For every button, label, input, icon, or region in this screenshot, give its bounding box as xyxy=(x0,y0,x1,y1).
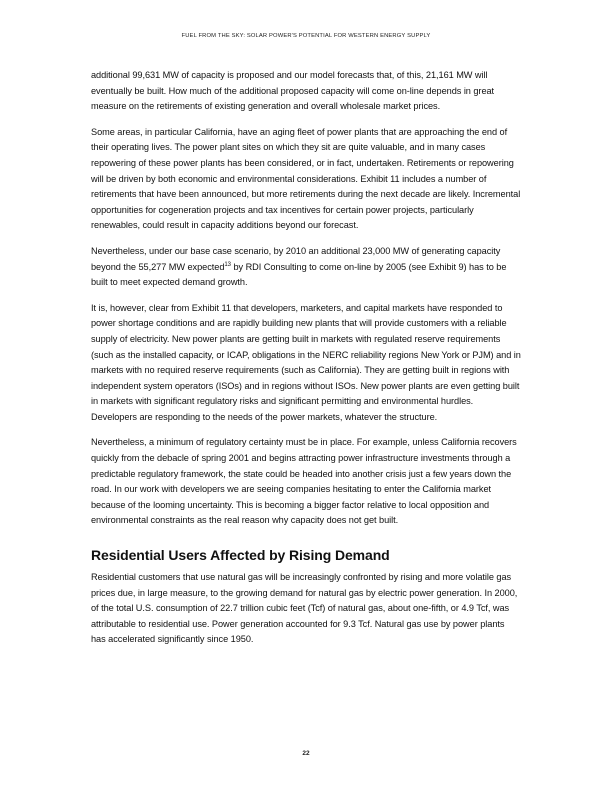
footnote-marker: 13 xyxy=(224,261,231,268)
paragraph-retirements: Some areas, in particular California, have an aging fleet of power plants that are approaching the end of their operating lives. The power plant sites on which they sit are quite valuable, and in many cases repowering of these power plants has been considered, or in fact, undertaken. Retirements or repowering will be driven by both economic and environmental considerations. Exhibit 11 includes a number of retirements that have been announced, but more retirements during the next decade are likely. Incremental opportunities for cogeneration projects and tax incentives for certain power projects, particularly renewables, could result in capacity additions beyond our forecast. xyxy=(91,126,521,231)
section-heading: Residential Users Affected by Rising Demand xyxy=(91,547,390,564)
paragraph-base-case-text-end: by RDI Consulting to come on-line by 2005 (see Exhibit 9) has to be built to meet expected demand growth. xyxy=(91,261,507,288)
paragraph-regulatory-certainty: Nevertheless, a minimum of regulatory certainty must be in place. For example, unless California recovers quickly from the debacle of spring 2001 and begins attracting power infrastructure investments through a predictable regulatory framework, the state could be headed into another crisis just a few years down the road. In our work with developers we are seeing companies hesitating to enter the California market because of the looming uncertainty. This is becoming a bigger factor relative to local opposition and environmental constraints as the real reason why capacity does not get built. xyxy=(91,437,517,526)
paragraph-capacity-forecast: additional 99,631 MW of capacity is proposed and our model forecasts that, of this, 21,161 MW will eventually be built. How much of the additional proposed capacity will come on-line depends in great measure on the retirements of existing generation and overall wholesale market prices. xyxy=(91,70,495,112)
paragraph-residential-users: Residential customers that use natural gas will be increasingly confronted by rising and more volatile gas prices due, in large measure, to the growing demand for natural gas by electric power generation. In 2000, of the total U.S. consumption of 22.7 trillion cubic feet (Tcf) of natural gas, about one-fifth, or 4.9 Tcf, was attributable to residential use. Power generation accounted for 9.3 Tcf. Natural gas use by power plants has accelerated significantly since 1950. xyxy=(91,572,518,645)
page-body xyxy=(91,68,521,658)
paragraph-base-case-text-start: Nevertheless, under our base case scenario, by 2010 an additional 23,000 MW of generating capacity beyond the 55,277 MW expected xyxy=(91,245,501,272)
paragraph-base-case xyxy=(91,244,521,291)
running-header: FUEL FROM THE SKY: SOLAR POWER'S POTENTIAL FOR WESTERN ENERGY SUPPLY xyxy=(181,33,431,39)
paragraph-new-plants: It is, however, clear from Exhibit 11 that developers, marketers, and capital markets have responded to power shortage conditions and are rapidly building new plants that will provide customers with a reliable supply of electricity. New power plants are getting built in markets with regulated reserve requirements (such as the installed capacity, or ICAP, obligations in the NERC reliability regions New York or PJM) and in markets with no required reserve requirements (such as California). They are getting built in regions with independent system operators (ISOs) and in regions without ISOs. New power plants are even getting built in markets with significant regulatory risks and significant permitting and environmental hurdles. Developers are responding to the needs of the power markets, whatever the structure. xyxy=(91,302,521,422)
page-number: 22 xyxy=(302,750,310,757)
